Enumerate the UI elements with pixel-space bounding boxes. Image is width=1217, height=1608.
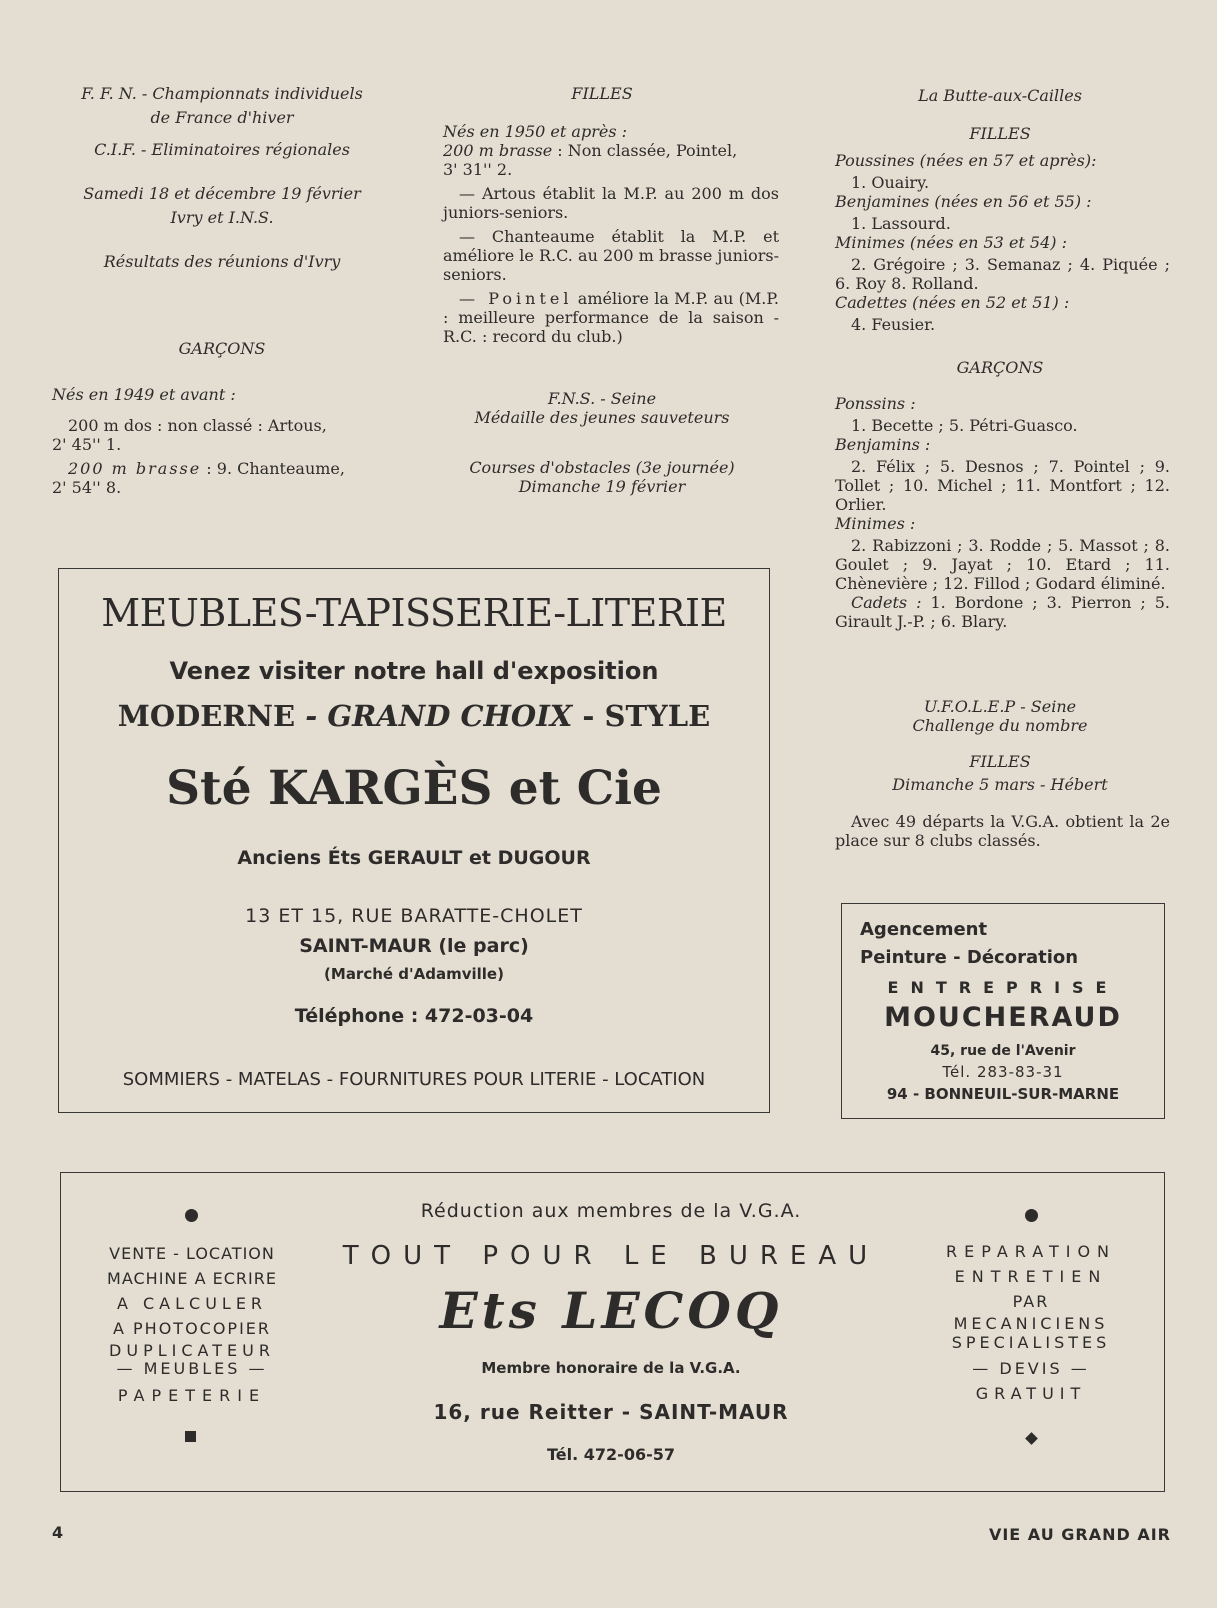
karges-addr1: 13 ET 15, RUE BARATTE-CHOLET	[245, 905, 583, 927]
col1-results	[52, 416, 388, 497]
col2-brasse-time: 3' 31'' 2.	[443, 160, 513, 179]
karges-addr3: (Marché d'Adamville)	[324, 965, 504, 983]
left-item: A PHOTOCOPIER	[112, 1319, 272, 1338]
col3-filles: FILLES	[969, 124, 1031, 143]
venue-line: Ivry et I.N.S.	[170, 208, 274, 227]
cad-result: 4. Feusier.	[851, 315, 936, 334]
karges-dash2: -	[572, 699, 605, 733]
pons-heading: Ponssins :	[835, 394, 916, 413]
results-heading: Résultats des réunions d'Ivry	[103, 252, 341, 271]
right-item: — DEVIS —	[972, 1359, 1090, 1378]
fns-heading: F.N.S. - Seine	[547, 389, 657, 408]
result-dos-text: 200 m dos : non classé : Artous,	[68, 416, 327, 435]
karges-anciens: Anciens Éts GERAULT et DUGOUR	[237, 847, 591, 869]
lecoq-membre: Membre honoraire de la V.G.A.	[481, 1359, 741, 1377]
courses-heading: Courses d'obstacles (3e journée)	[469, 458, 735, 477]
right-item: ENTRETIEN	[954, 1267, 1108, 1286]
cadets-result	[835, 593, 1170, 631]
minis-result: 2. Rabizzoni ; 3. Rodde ; 5. Massot ; 8. Goulet ; 9. Jayat ; 10. Etard ; 11. Chènevière ; 12. Fillod ; Godard éliminé.	[835, 536, 1170, 593]
cif-heading: C.I.F. - Eliminatoires régionales	[94, 140, 350, 159]
cadets-text: 1. Bordone ; 3. Pierron ; 5. Girault J.-P. ; 6. Blary.	[835, 593, 1171, 631]
right-item: PAR	[1012, 1292, 1050, 1311]
lecoq-ets: Ets LECOQ	[439, 1281, 783, 1340]
ad-lecoq	[60, 1172, 1165, 1492]
bullet-right	[1025, 1209, 1038, 1222]
col1-garcons-heading: GARÇONS	[178, 339, 266, 358]
karges-grandchoix: GRAND CHOIX	[327, 699, 573, 733]
col1-nes: Nés en 1949 et avant :	[52, 385, 236, 404]
ad-karges	[58, 568, 770, 1113]
mouch-l5: 45, rue de l'Avenir	[930, 1043, 1076, 1059]
date-line: Samedi 18 et décembre 19 février	[83, 184, 361, 203]
col2-brasse-text: : Non classée, Pointel,	[552, 141, 738, 160]
karges-visit: Venez visiter notre hall d'exposition	[169, 657, 659, 685]
lecoq-reduction: Réduction aux membres de la V.G.A.	[420, 1200, 802, 1222]
ad-moucheraud	[841, 903, 1165, 1119]
karges-name: Sté KARGÈS et Cie	[166, 761, 662, 816]
bullet-left	[185, 1209, 198, 1222]
fns-medal: Médaille des jeunes sauveteurs	[474, 408, 730, 427]
right-item: REPARATION	[945, 1242, 1117, 1261]
karges-style: STYLE	[604, 699, 711, 733]
right-item: SPECIALISTES	[951, 1333, 1111, 1352]
karges-addr2: SAINT-MAUR (le parc)	[299, 935, 529, 957]
pons-result: 1. Becette ; 5. Pétri-Guasco.	[851, 416, 1078, 435]
benjs-result: 2. Félix ; 5. Desnos ; 7. Pointel ; 9. Tollet ; 10. Michel ; 11. Montfort ; 12. Orlier.	[835, 457, 1170, 514]
left-item: VENTE - LOCATION	[109, 1244, 275, 1263]
col2-nes: Nés en 1950 et après :	[443, 122, 627, 141]
page-number: 4	[52, 1523, 64, 1542]
pouss-result: 1. Ouairy.	[851, 173, 930, 192]
square-left	[185, 1431, 196, 1442]
karges-dash1: -	[295, 699, 328, 733]
benj-heading: Benjamines (nées en 56 et 55) :	[835, 192, 1092, 211]
benjs-heading: Benjamins :	[835, 435, 931, 454]
col2-fns	[432, 389, 772, 496]
col2-filles-heading: FILLES	[571, 84, 633, 103]
left-item: PAPETERIE	[117, 1386, 267, 1405]
result-brasse-text: : 9. Chanteaume,	[201, 459, 345, 478]
mini-heading: Minimes (nées en 53 et 54) :	[835, 233, 1068, 252]
karges-footer: SOMMIERS - MATELAS - FOURNITURES POUR LITERIE - LOCATION	[122, 1069, 706, 1090]
ffn-heading: F. F. N. - Championnats individuels	[81, 84, 363, 103]
col3-garcons-results	[835, 394, 1170, 631]
result-brasse-label: 200 m brasse	[68, 459, 202, 478]
right-item: MECANICIENS	[953, 1314, 1109, 1333]
right-item: GRATUIT	[975, 1384, 1087, 1403]
col2-pointel-text: améliore la M.P. au (M.P. : meilleure performance de la saison - R.C. : record du club.)	[443, 289, 779, 346]
col2-pointel	[443, 289, 779, 346]
mouch-l1: Agencement	[860, 919, 988, 940]
col2-body	[443, 122, 779, 346]
left-item: MACHINE A ECRIRE	[107, 1269, 277, 1288]
result-dos	[52, 416, 388, 435]
lecoq-tel: Tél. 472-06-57	[547, 1445, 675, 1464]
ffn-subheading: de France d'hiver	[150, 108, 294, 127]
karges-moderne-word: MODERNE	[117, 699, 296, 733]
col3-butte: La Butte-aux-Cailles	[918, 86, 1082, 105]
left-item: DUPLICATEUR	[109, 1341, 275, 1360]
ufolep-date: Dimanche 5 mars - Hébert	[892, 775, 1108, 794]
ufolep-challenge: Challenge du nombre	[912, 716, 1088, 735]
lecoq-addr: 16, rue Reitter - SAINT-MAUR	[433, 1400, 789, 1424]
mouch-l4: MOUCHERAUD	[884, 1002, 1122, 1033]
cad-heading: Cadettes (nées en 52 et 51) :	[835, 293, 1070, 312]
col3-ufolep	[830, 697, 1170, 794]
pouss-heading: Poussines (nées en 57 et après):	[835, 151, 1097, 170]
col2-pointel-name: — Pointel	[459, 289, 573, 308]
karges-title: MEUBLES-TAPISSERIE-LITERIE	[101, 591, 727, 635]
result-dos-time: 2' 45'' 1.	[52, 435, 122, 454]
mouch-l3: ENTREPRISE	[887, 978, 1119, 997]
mouch-l2: Peinture - Décoration	[860, 947, 1079, 968]
lecoq-right-list	[911, 1239, 1151, 1406]
mini-result: 2. Grégoire ; 3. Semanaz ; 4. Piquée ; 6. Roy 8. Rolland.	[835, 255, 1170, 293]
benj-result: 1. Lassourd.	[851, 214, 951, 233]
result-brasse-time: 2' 54'' 8.	[52, 478, 122, 497]
ufolep-heading: U.F.O.L.E.P - Seine	[923, 697, 1077, 716]
mouch-l6: Tél. 283-83-31	[942, 1063, 1064, 1081]
left-item: A CALCULER	[116, 1294, 268, 1313]
col3-filles-results	[835, 151, 1170, 334]
lecoq-left-list	[81, 1241, 303, 1408]
magazine-name: VIE AU GRAND AIR	[988, 1525, 1171, 1544]
col2-artous: — Artous établit la M.P. au 200 m dos juniors-seniors.	[443, 184, 779, 222]
karges-moderne	[59, 699, 769, 733]
col3-avec: Avec 49 départs la V.G.A. obtient la 2e place sur 8 clubs classés.	[835, 812, 1170, 850]
cadets-heading: Cadets :	[851, 593, 922, 612]
minis-heading: Minimes :	[835, 514, 916, 533]
courses-date: Dimanche 19 février	[518, 477, 686, 496]
ufolep-filles: FILLES	[969, 752, 1031, 771]
col2-brasse-label: 200 m brasse	[443, 141, 553, 160]
col3-garcons: GARÇONS	[956, 358, 1044, 377]
result-brasse	[52, 459, 388, 478]
col1-header	[52, 84, 392, 271]
col2-chanteaume: — Chanteaume établit la M.P. et améliore le R.C. au 200 m brasse juniors-seniors.	[443, 227, 779, 284]
left-item: — MEUBLES —	[116, 1359, 268, 1378]
mouch-l7: 94 - BONNEUIL-SUR-MARNE	[886, 1085, 1120, 1103]
diamond-right	[1025, 1432, 1038, 1445]
col2-result	[443, 141, 779, 160]
lecoq-tout: TOUT POUR LE BUREAU	[342, 1241, 880, 1271]
karges-tel: Téléphone : 472-03-04	[294, 1005, 534, 1027]
